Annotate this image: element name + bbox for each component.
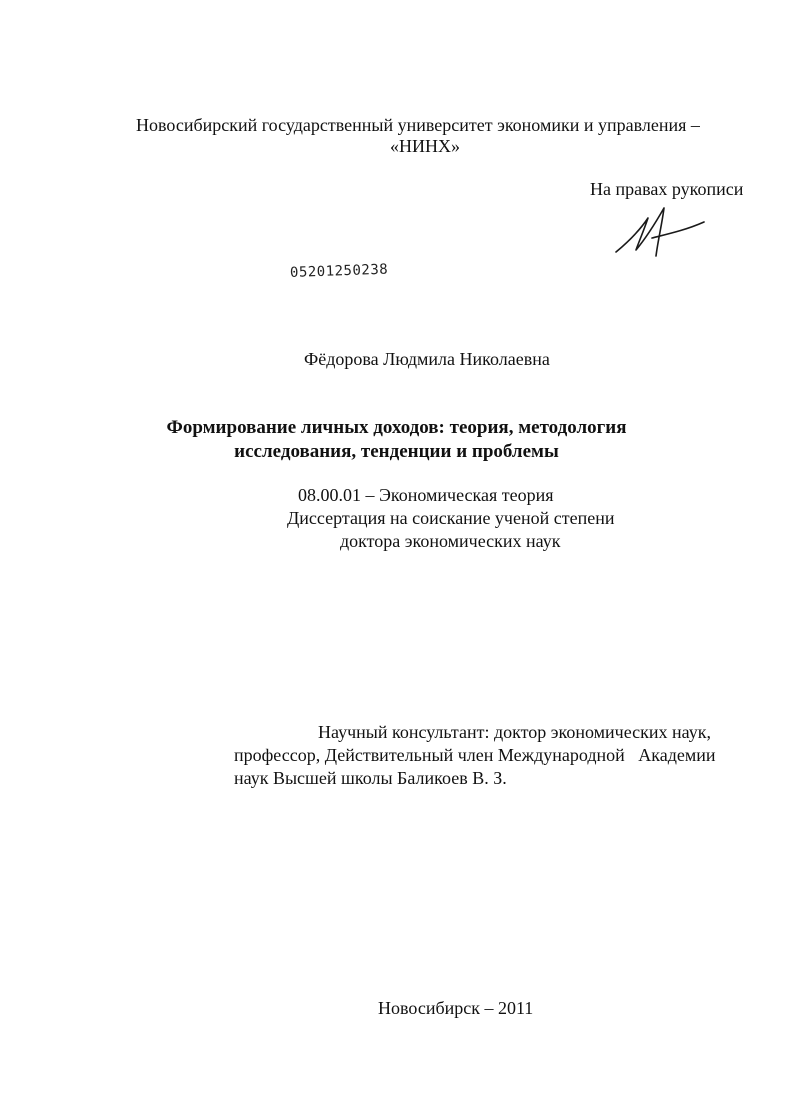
consultant-line1: Научный консультант: доктор экономических наук, — [318, 722, 711, 742]
consultant-line3: наук Высшей школы Баликоев В. З. — [234, 768, 507, 788]
dissertation-title-line1: Формирование личных доходов: теория, методология — [166, 417, 627, 438]
consultant-line2: профессор, Действительный член Международной Академии — [234, 745, 716, 765]
author-name: Фёдорова Людмила Николаевна — [304, 349, 550, 369]
university-name-line1: Новосибирский государственный университет экономики и управления – — [136, 115, 700, 135]
manuscript-note: На правах рукописи — [590, 179, 744, 199]
specialty-code: 08.00.01 – Экономическая теория — [298, 485, 554, 505]
dissertation-title-line2: исследования, тенденции и проблемы — [234, 441, 559, 462]
degree-line1: Диссертация на соискание ученой степени — [287, 508, 615, 528]
degree-line2: доктора экономических наук — [340, 531, 561, 551]
city-year: Новосибирск – 2011 — [378, 998, 534, 1018]
university-name-line2: «НИНХ» — [390, 136, 460, 156]
signature-icon — [608, 200, 718, 265]
archive-code: 05201250238 — [289, 261, 389, 281]
